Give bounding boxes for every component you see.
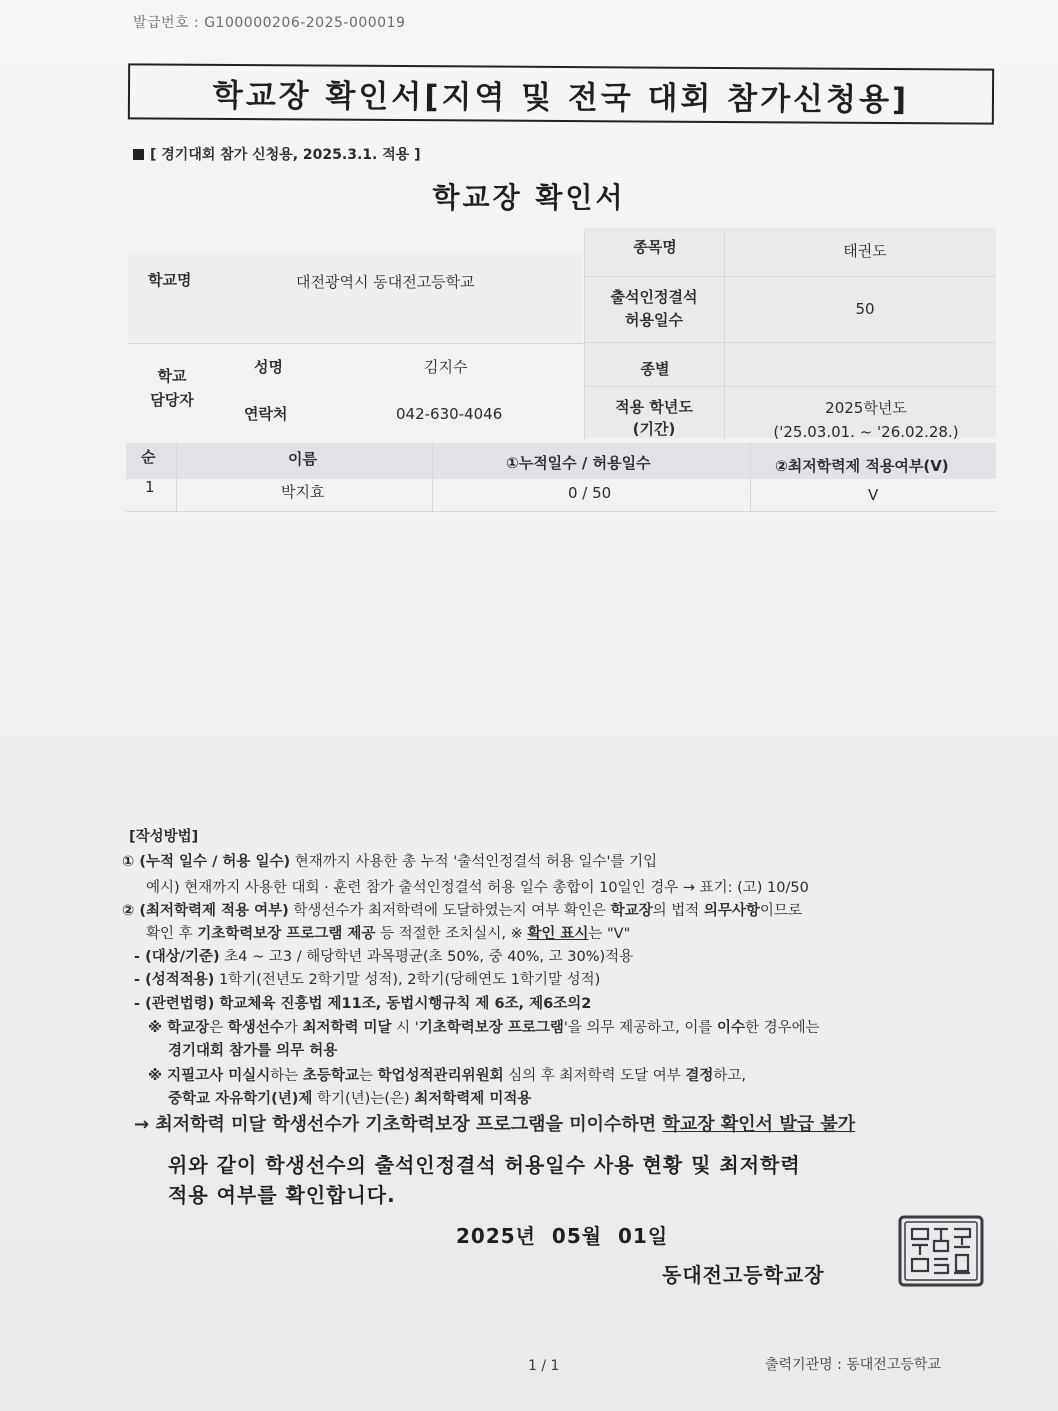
method-l10-h: 하고, [713, 1068, 746, 1084]
page-subtitle: 학교장 확인서 [432, 181, 626, 214]
row-applied: V [868, 486, 879, 504]
contact-value: 042-630-4046 [396, 405, 503, 423]
name-label: 성명 [254, 358, 283, 376]
absence-value: 50 [855, 300, 875, 318]
method-l4-c: 등 적절한 조치실시, ※ [375, 926, 528, 942]
method-l10-b: 하는 [270, 1068, 303, 1084]
row-days: 0 / 50 [568, 484, 612, 502]
divider [724, 230, 725, 440]
principal-name: 동대전고등학교장 [662, 1263, 825, 1287]
school-label: 학교명 [148, 271, 192, 289]
method-title: [작성방법] [129, 829, 199, 845]
seal-stamp-icon [898, 1215, 984, 1287]
method-l12-a: → 최저학력 미달 학생선수 [134, 1114, 342, 1135]
method-l4-a: 확인 후 [146, 926, 198, 942]
method-l3-d: 의무사항 [703, 903, 760, 919]
method-l12-c: 기초학력보장 프로그램 [365, 1114, 546, 1135]
col-header-name: 이름 [288, 450, 317, 468]
method-l8-b: 은 [209, 1020, 228, 1036]
divider [584, 230, 585, 440]
method-l4-d: 확인 표시 [527, 926, 589, 942]
confirmation-statement [168, 1150, 801, 1210]
divider [176, 443, 177, 511]
method-l3-c: 의 법적 [652, 903, 704, 919]
method-l8-d: 가 [283, 1020, 303, 1036]
row-name: 박지효 [281, 483, 325, 501]
method-l8-f: 시 ' [391, 1020, 419, 1036]
col-header-days: ①누적일수 / 허용일수 [506, 454, 651, 472]
official-seal [898, 1215, 984, 1287]
printer-info: 출력기관명 : 동대전고등학교 [765, 1357, 941, 1373]
page-number: 1 / 1 [528, 1358, 560, 1374]
method-l9: 경기대회 참가를 의무 허용 [168, 1043, 338, 1059]
manager-label [140, 364, 204, 412]
year-label-line2: (기간) [632, 420, 676, 438]
absence-label-line1: 출석인정결석 [610, 288, 698, 306]
divider [432, 443, 433, 511]
divider [126, 511, 996, 512]
row-no: 1 [145, 478, 155, 496]
method-l8-a: ※ 학교장 [148, 1020, 210, 1036]
divider [584, 276, 996, 277]
table-row [126, 479, 996, 511]
method-l10-a: ※ 지필고사 미실시 [148, 1068, 271, 1084]
absence-label [592, 286, 716, 332]
year-label-line1: 적용 학년도 [615, 398, 693, 416]
method-l11-b: 학기(년)는(은) [312, 1091, 415, 1107]
event-label: 종별 [640, 360, 670, 378]
method-l4-e: 는 "V" [588, 926, 631, 942]
method-l10-g: 결정 [685, 1068, 714, 1084]
method-l4-b: 기초학력보장 프로그램 제공 [197, 926, 376, 942]
year-value-line1: 2025학년도 [825, 399, 907, 417]
method-l8-g: 기초학력보장 프로그램 [418, 1020, 564, 1036]
year-value [746, 396, 986, 444]
method-example: 예시) 현재까지 사용한 대회 · 훈련 참가 출석인정결석 허용 일수 총합이 10일인 경우 → 표기: (고) 10/50 [146, 880, 809, 896]
method-l8-h: '을 의무 제공하고, 이를 [563, 1020, 717, 1036]
method-l6-rest: 1학기(전년도 2학기말 성적), 2학기(당해연도 1학기말 성적) [214, 972, 601, 988]
manager-label-line2: 담당자 [150, 391, 194, 409]
method-l1-bold: ① (누적 일수 / 허용 일수) [122, 854, 291, 870]
divider [584, 342, 996, 343]
method-l8-c: 학생선수 [227, 1020, 284, 1036]
issue-date: 2025년 05월 01일 [456, 1224, 669, 1248]
method-l7-bold: - (관련법령) [134, 996, 215, 1012]
method-l8-i: 이수 [717, 1020, 746, 1036]
year-value-line2: ('25.03.01. ~ '26.02.28.) [773, 423, 959, 441]
method-l5-rest: 초4 ~ 고3 / 해당학년 과목평균(초 50%, 중 40%, 고 30%)적용 [219, 949, 634, 965]
confirm-line2: 적용 여부를 확인합니다. [168, 1183, 396, 1207]
method-l1-rest: 현재까지 사용한 총 누적 '출석인정결석 허용 일수'를 기입 [290, 854, 658, 870]
method-l3-b: 학교장 [610, 903, 653, 919]
divider [750, 443, 751, 511]
method-l10-c: 초등학교 [302, 1068, 359, 1084]
method-l10-d: 는 [358, 1068, 378, 1084]
square-bullet-icon [133, 149, 144, 160]
method-l3-e: 이므로 [759, 903, 802, 919]
col-header-no: 순 [141, 448, 156, 466]
info-shade-left [128, 253, 582, 343]
method-l8-e: 최저학력 미달 [302, 1020, 392, 1036]
school-value: 대전광역시 동대전고등학교 [296, 273, 475, 291]
method-l3-a: 학생선수가 최저학력에 도달하였는지 여부 확인은 [288, 903, 611, 919]
sport-label: 종목명 [633, 238, 677, 256]
method-l3-bold: ② (최저학력제 적용 여부) [122, 903, 289, 919]
method-l5-bold: - (대상/기준) [134, 949, 220, 965]
apply-note [133, 144, 421, 164]
method-l11-c: 최저학력제 미적용 [414, 1091, 532, 1107]
apply-note-text: [ 경기대회 참가 신청용, 2025.3.1. 적용 ] [150, 147, 421, 163]
sport-value: 태권도 [843, 242, 887, 260]
name-value: 김지수 [424, 358, 468, 376]
method-l7-rest: 학교체육 진흥법 제11조, 동법시행규칙 제 6조, 제6조의2 [214, 996, 592, 1012]
method-l10-e: 학업성적관리위원회 [377, 1068, 504, 1084]
confirm-line1: 위와 같이 학생선수의 출석인정결석 허용일수 사용 현황 및 최저학력 [168, 1153, 801, 1177]
absence-label-line2: 허용일수 [625, 311, 683, 329]
method-l10-f: 심의 후 최저학력 도달 여부 [503, 1068, 686, 1084]
col-header-applied: ②최저학력제 적용여부(V) [775, 457, 949, 475]
method-l12-d: 을 미이수하면 [545, 1114, 663, 1135]
divider [584, 386, 996, 387]
method-l11-a: 중학교 자유학기(년)제 [168, 1091, 313, 1107]
year-label [592, 396, 716, 440]
method-l12-e: 학교장 확인서 발급 불가 [662, 1114, 856, 1135]
method-l8-j: 한 경우에는 [745, 1020, 820, 1036]
method-l12-b: 가 [341, 1114, 366, 1135]
document-title: 학교장 확인서[지역 및 전국 대회 참가신청용] [128, 63, 994, 124]
method-l6-bold: - (성적적용) [134, 972, 215, 988]
contact-label: 연락처 [244, 405, 288, 423]
manager-label-line1: 학교 [157, 367, 187, 385]
divider [128, 343, 584, 344]
issue-number: 발급번호 : G100000206-2025-000019 [133, 15, 406, 31]
